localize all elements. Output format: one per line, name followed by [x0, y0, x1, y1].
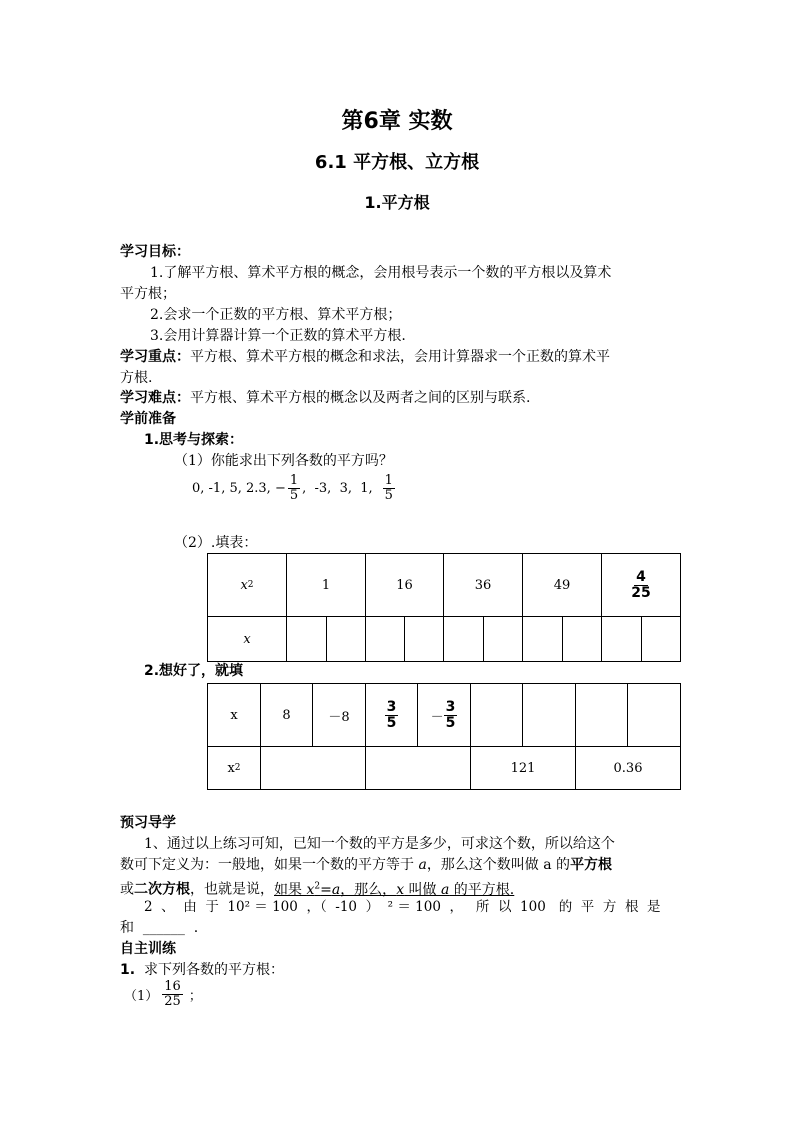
table1-row-x-label: x: [243, 631, 251, 647]
table2-value: 8: [282, 707, 291, 723]
term-square-root: 平方根: [570, 857, 613, 873]
table2-value-neg-fraction: [418, 684, 470, 746]
text-run: ，那么这个数叫做 a 的: [426, 857, 571, 873]
chapter-title: 第6章 实数: [341, 109, 453, 134]
item-end: ；: [188, 988, 202, 1004]
difficulty-text: 平方根、算术平方根的概念以及两者之间的区别与联系.: [190, 390, 531, 406]
prep-question-1: 1.思考与探索：: [144, 432, 244, 448]
fraction-numerator: 16: [164, 979, 181, 994]
table1-value: 16: [396, 577, 413, 593]
term-second-root: 二次方根: [134, 881, 190, 898]
fraction-numerator: 3: [445, 698, 456, 715]
fraction-numerator: 1: [384, 473, 393, 488]
fraction-numerator: 3: [386, 698, 397, 715]
variable-x: x: [306, 881, 315, 898]
guide-paragraph-1-line-2: [120, 856, 612, 875]
key-points-continued: 方根.: [120, 370, 153, 386]
objective-item: 2.会求一个正数的平方根、算术平方根；: [150, 307, 402, 323]
text-run: 数可下定义为：一般地，如果一个数的平方等于: [120, 857, 419, 873]
table1-value: 1: [321, 577, 331, 593]
item-number: （1）: [124, 988, 159, 1004]
fraction-three-fifths: [385, 700, 399, 730]
key-points-text: 平方根、算术平方根的概念和求法，会用计算器求一个正数的算术平: [190, 349, 610, 365]
fraction-three-fifths: [444, 700, 458, 730]
training-item-1: [124, 980, 202, 1008]
superscript-2: 2: [234, 763, 241, 773]
text-run: 或: [120, 881, 134, 898]
difficulty-label: 学习难点：: [120, 390, 190, 406]
variable-x: x: [396, 881, 405, 898]
guide-paragraph-1-line-1: 1、通过以上练习可知，已知一个数的平方是多少，可求这个数，所以给这个: [144, 836, 615, 852]
training-label: 自主训练: [120, 941, 176, 957]
fraction-denominator: 5: [445, 714, 456, 731]
fraction-numerator: 1: [289, 473, 299, 488]
key-points-label: 学习重点：: [120, 349, 190, 365]
objective-item: 平方根；: [120, 286, 176, 302]
variable-a: a: [418, 857, 427, 873]
table2-value: 121: [510, 760, 536, 776]
number-list-part-a: 0, -1, 5, 2.3, −: [192, 480, 286, 496]
objectives-label: 学习目标：: [120, 244, 190, 260]
training-question-1: [120, 961, 284, 980]
variable-a: a: [331, 881, 341, 898]
fraction-denominator: 25: [631, 584, 651, 601]
fraction-16-25ths: [162, 980, 183, 1008]
x-label: x: [227, 760, 235, 776]
table2-row-x-label: x: [230, 707, 238, 723]
question-number: 1.: [120, 962, 136, 978]
fraction-numerator: 4: [636, 568, 646, 585]
superscript-2: 2: [247, 580, 254, 590]
table2-header-x-squared: [208, 747, 260, 789]
prep-question-1-sub: （1）你能求出下列各数的平方吗？: [174, 453, 393, 469]
table1-value: 49: [553, 577, 571, 593]
section-title: 6.1 平方根、立方根: [314, 152, 480, 173]
table1-value: 36: [474, 577, 492, 593]
x-label: x: [240, 577, 248, 593]
guide-paragraph-2-line-1: 2 、 由 于 10² ＝ 100 ，（ -10 ） ² ＝ 100 ， 所 以 100 的 平 方 根 是: [144, 899, 661, 915]
text-run: ，也就是说，: [190, 881, 274, 898]
guide-paragraph-1-line-3: [120, 877, 514, 900]
objective-item: 1.了解平方根、算术平方根的概念，会用根号表示一个数的平方根以及算术: [150, 265, 612, 281]
prep-question-2-sub: （2）.填表：: [174, 535, 258, 551]
prep-label: 学前准备: [120, 411, 176, 427]
objective-item: 3.会用计算器计算一个正数的算术平方根.: [150, 328, 406, 344]
equals-sign: =: [320, 881, 332, 898]
variable-a: a: [441, 881, 450, 898]
text-run: 如果: [274, 881, 307, 898]
fraction-denominator: 5: [384, 487, 393, 503]
table2-value: 0.36: [613, 760, 643, 776]
fraction-denominator: 25: [164, 993, 181, 1009]
number-list-part-b: , -3, 3, 1,: [302, 480, 373, 496]
question-text: 求下列各数的平方根：: [143, 962, 284, 978]
table2-value: －8: [328, 709, 350, 725]
fraction-denominator: 5: [289, 487, 299, 503]
guide-paragraph-2-line-2: 和 ______ .: [120, 920, 199, 936]
guide-label: 预习导学: [120, 815, 176, 831]
fill-label: 2.想好了，就填: [144, 663, 244, 679]
fraction-denominator: 5: [386, 714, 397, 731]
subsection-title: 1.平方根: [364, 193, 430, 212]
definition-underlined: [274, 882, 514, 898]
text-run: 叫做: [404, 881, 441, 898]
table2-value-fraction: [366, 684, 417, 746]
minus-sign: －: [430, 709, 444, 725]
text-run: ，那么，: [340, 881, 397, 898]
text-run: 的平方根.: [449, 881, 515, 898]
superscript-2: 2: [314, 881, 321, 891]
